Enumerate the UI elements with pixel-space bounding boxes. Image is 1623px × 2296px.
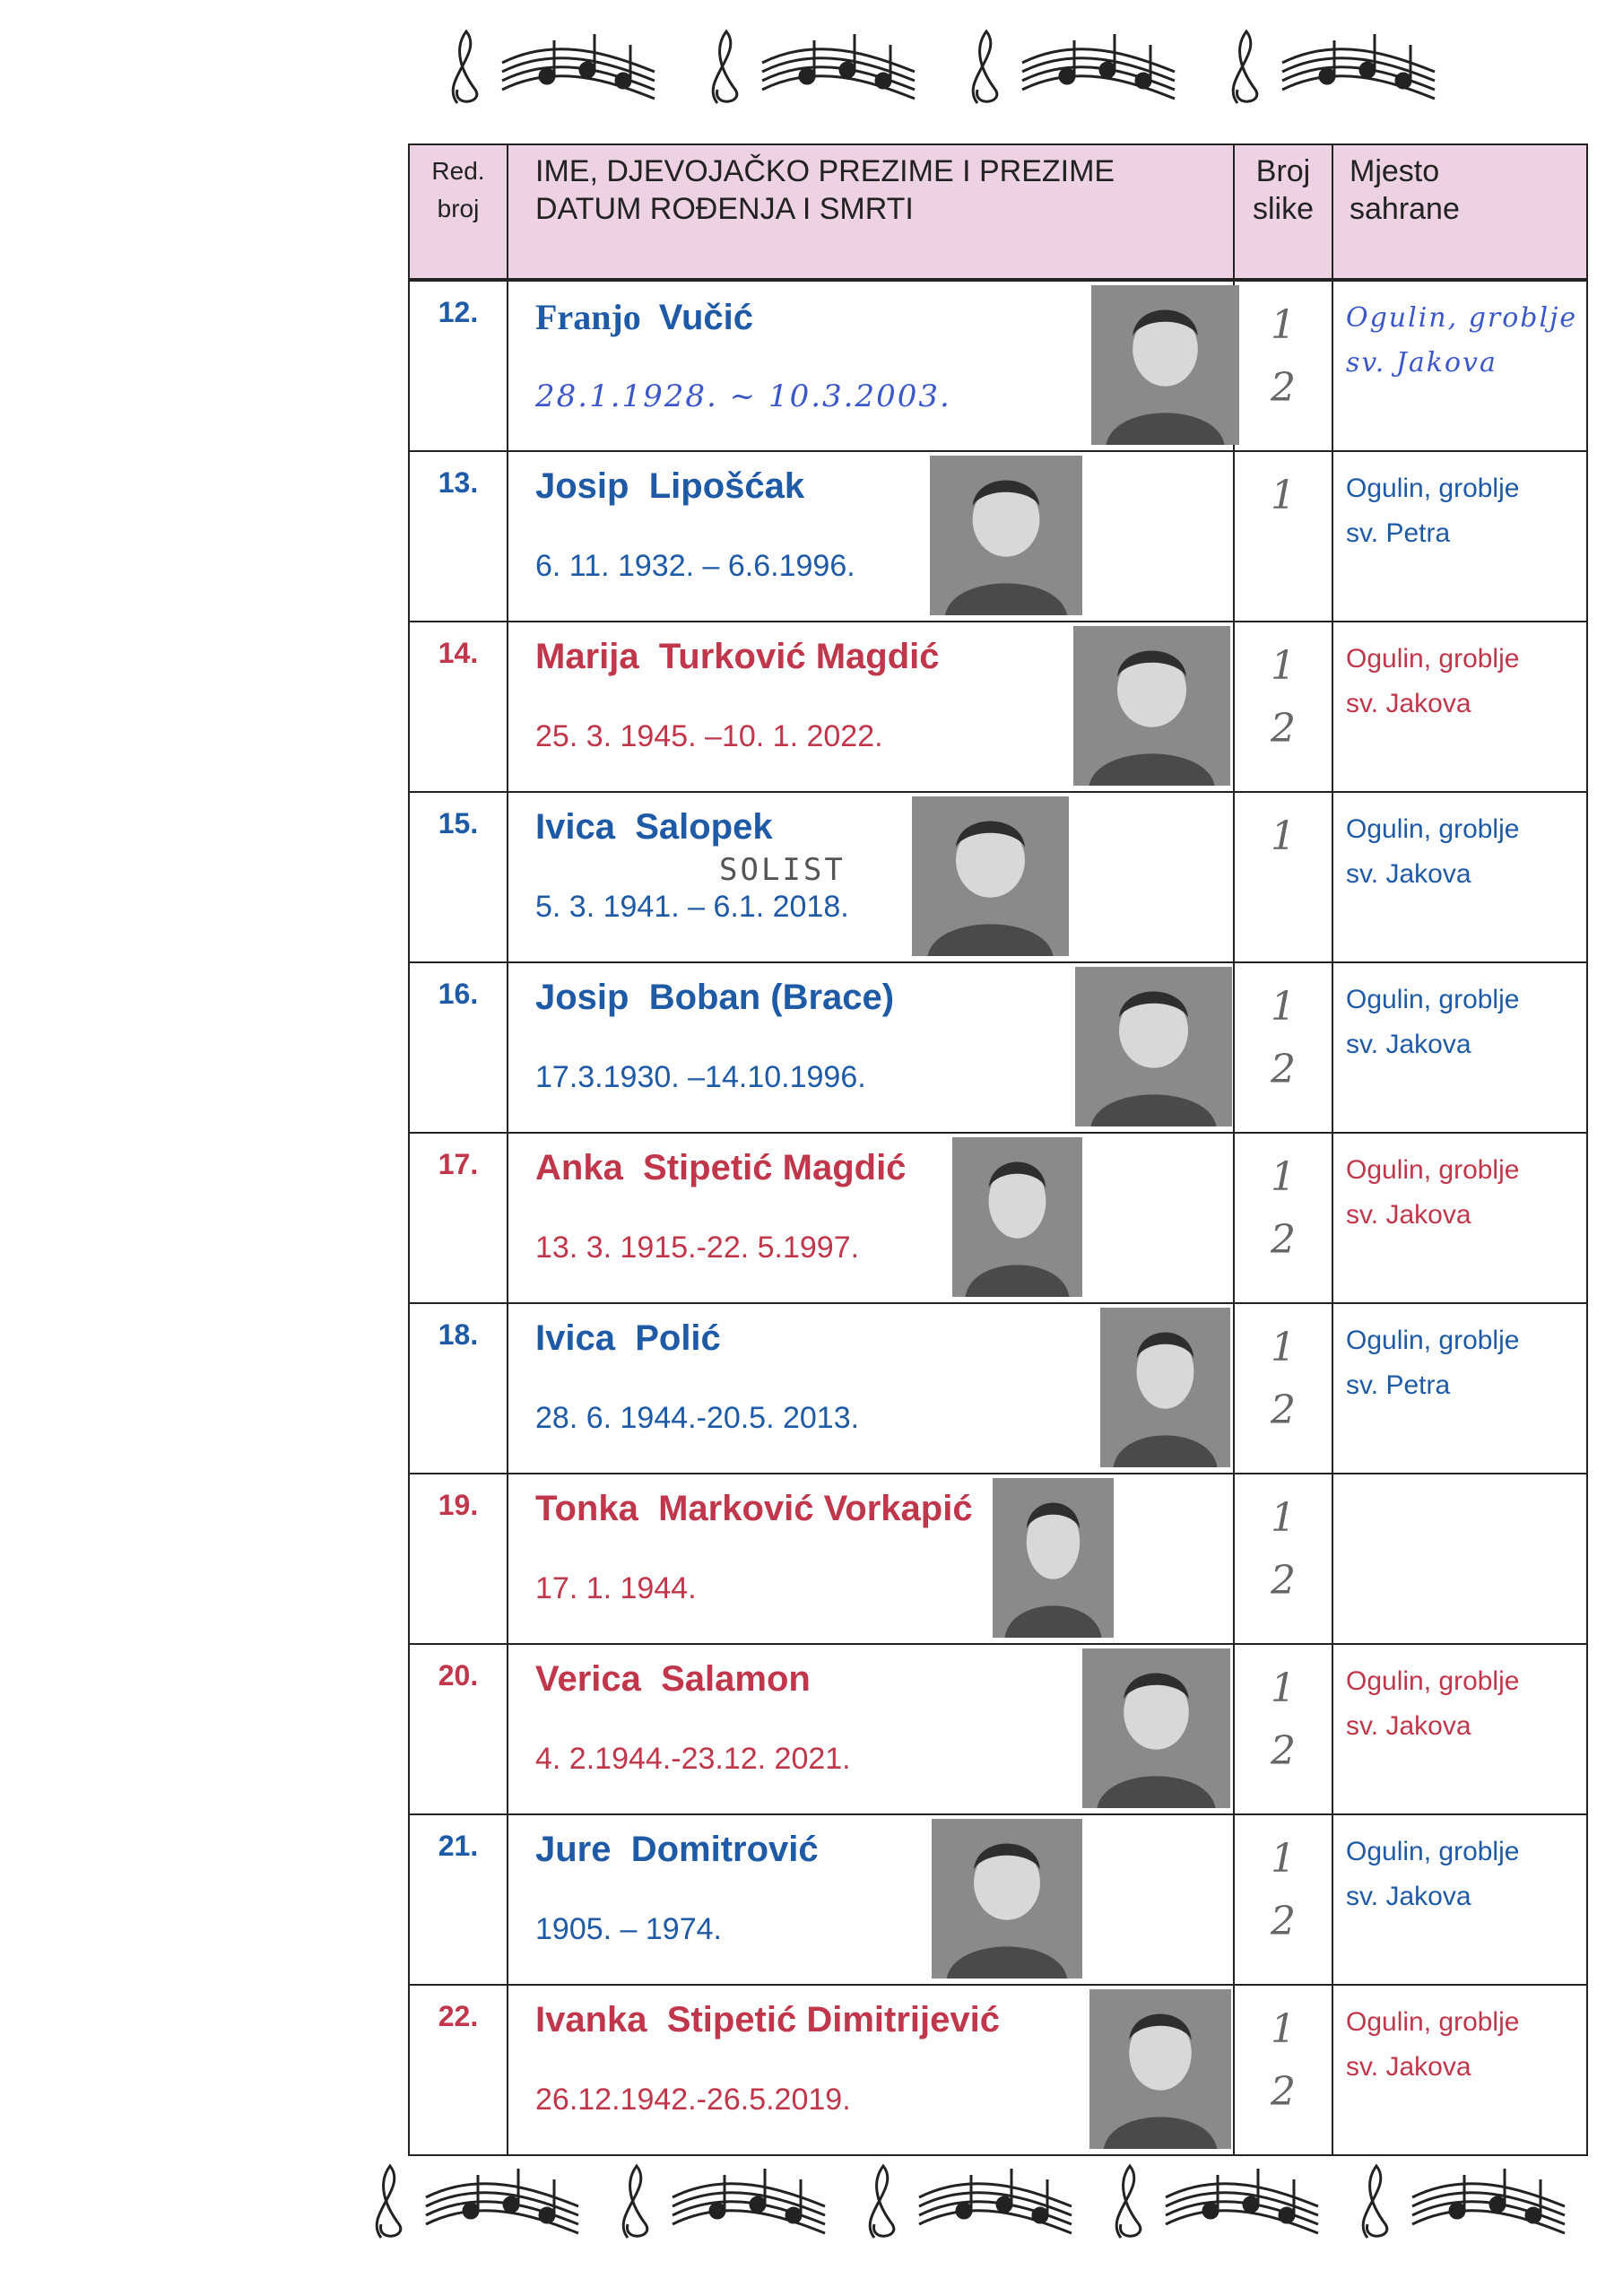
life-dates: 1905. – 1974. [535,1912,722,1946]
pic-count-1: 1 [1271,1325,1296,1370]
place-line2: sv. Jakova [1346,1882,1471,1911]
name-cell [508,1474,1235,1643]
row-number: 19. [410,1474,508,1643]
person-name [535,1148,906,1188]
pic-count-2: 2 [1271,2069,1296,2115]
place-line1: Ogulin, groblje [1346,985,1520,1014]
pic-count-cell [1235,1986,1333,2154]
pic-count-2: 2 [1271,1899,1296,1944]
row-number: 22. [410,1986,508,2154]
portrait-photo [930,456,1082,615]
pic-count-1: 1 [1271,302,1296,348]
surname: Domitrović [630,1830,819,1869]
table-row [410,1304,1586,1474]
name-cell [508,1304,1235,1473]
first-name: Verica [535,1659,641,1699]
row-number: 13. [410,452,508,621]
surname: Polić [635,1318,721,1358]
place-line1: Ogulin, groblje [1346,1326,1520,1355]
portrait-photo [1073,626,1230,786]
table-row [410,452,1586,622]
name-cell [508,1815,1235,1984]
place-line1: Ogulin, groblje [1346,1666,1520,1696]
solist-note: SOLIST [719,852,846,888]
first-name: Jure [535,1830,612,1869]
memorial-table [408,144,1588,2156]
burial-place [1333,963,1586,1132]
person-name [535,1318,721,1359]
surname: Stipetić Dimitrijević [666,2000,1000,2039]
person-name [535,2000,1000,2040]
surname: Salopek [635,807,773,847]
table-row [410,1645,1586,1815]
place-line2: sv. Petra [1346,1370,1451,1400]
surname: Salamon [661,1659,811,1699]
pic-count-1: 1 [1271,473,1296,518]
person-name [535,1830,819,1870]
pic-count-2: 2 [1271,365,1296,411]
surname: Turković Magdić [658,637,940,676]
person-name [535,1489,973,1529]
burial-place [1333,793,1586,961]
table-row [410,963,1586,1134]
person-name [535,1659,811,1700]
table-row [410,282,1586,452]
pic-count-2: 2 [1271,1217,1296,1263]
row-number: 20. [410,1645,508,1813]
pic-count-cell [1235,963,1333,1132]
burial-place [1333,622,1586,791]
pic-count-2: 2 [1271,706,1296,752]
place-line2: sv. Jakova [1346,1030,1471,1059]
life-dates: 4. 2.1944.-23.12. 2021. [535,1742,851,1776]
name-cell [508,1134,1235,1302]
life-dates: 25. 3. 1945. –10. 1. 2022. [535,719,883,753]
life-dates: 17. 1. 1944. [535,1571,697,1605]
place-line1: Ogulin, groblje [1346,814,1520,844]
pic-count-1: 1 [1271,2006,1296,2052]
person-name [535,466,804,507]
portrait-photo [912,796,1069,956]
portrait-photo [952,1137,1082,1297]
table-row [410,1134,1586,1304]
pic-count-cell [1235,1645,1333,1813]
place-line1: Ogulin, groblje [1346,1155,1520,1185]
person-name [535,807,773,848]
person-name [535,296,753,338]
music-notes-border-bottom [354,2152,1583,2260]
life-dates: 28. 6. 1944.-20.5. 2013. [535,1401,860,1435]
portrait-photo [1075,967,1232,1126]
pic-count-cell [1235,282,1333,450]
place-line2: sv. Jakova [1346,347,1497,378]
place-line1: Ogulin, groblje [1346,2007,1520,2037]
surname: Boban (Brace) [648,978,895,1017]
burial-place [1333,1474,1586,1643]
pic-count-2: 2 [1271,1558,1296,1604]
pic-count-cell [1235,1134,1333,1302]
pic-count-1: 1 [1271,643,1296,689]
burial-place [1333,1645,1586,1813]
portrait-photo [1100,1308,1230,1467]
pic-count-2: 2 [1271,1387,1296,1433]
portrait-photo [993,1478,1114,1638]
pic-count-1: 1 [1271,813,1296,859]
pic-count-cell [1235,1815,1333,1984]
place-line1: Ogulin, groblje [1346,1837,1520,1866]
surname: Vučić [658,298,753,337]
place-line2: sv. Petra [1346,518,1451,548]
pic-count-1: 1 [1271,1665,1296,1711]
table-row [410,793,1586,963]
table-row [410,622,1586,793]
name-cell [508,1645,1235,1813]
first-name: Josip [535,978,629,1017]
place-line2: sv. Jakova [1346,689,1471,718]
table-row [410,1815,1586,1986]
place-line1: Ogulin, groblje [1346,644,1520,674]
person-name [535,637,940,677]
first-name: Marija [535,637,639,676]
first-name: Ivanka [535,2000,647,2039]
burial-place [1333,452,1586,621]
life-dates: 6. 11. 1932. – 6.6.1996. [535,549,855,583]
name-cell [508,282,1235,450]
portrait-photo [932,1819,1082,1979]
surname: Marković Vorkapić [658,1489,973,1528]
pic-count-1: 1 [1271,1836,1296,1882]
name-cell [508,793,1235,961]
burial-place [1333,1815,1586,1984]
pic-count-1: 1 [1271,1495,1296,1541]
header-place: Mjesto sahrane [1350,154,1460,226]
music-notes-border-top [430,18,1506,126]
table-row [410,1986,1586,2154]
burial-place [1333,282,1586,450]
portrait-photo [1089,1989,1231,2149]
life-dates: 28.1.1928. ~ 10.3.2003. [535,378,951,414]
row-number: 16. [410,963,508,1132]
first-name: Anka [535,1148,623,1187]
first-name: Josip [535,466,629,506]
row-number: 21. [410,1815,508,1984]
pic-count-cell [1235,1304,1333,1473]
header-num: Red. broj [410,145,508,278]
row-number: 17. [410,1134,508,1302]
header-pics: Broj slike [1235,145,1333,278]
place-line1: Ogulin, groblje [1346,474,1520,503]
row-number: 12. [410,282,508,450]
place-line2: sv. Jakova [1346,2052,1471,2082]
burial-place [1333,1304,1586,1473]
table-header [410,145,1586,282]
name-cell [508,963,1235,1132]
place-line2: sv. Jakova [1346,1200,1471,1230]
pic-count-2: 2 [1271,1047,1296,1092]
pic-count-1: 1 [1271,984,1296,1030]
surname: Stipetić Magdić [643,1148,907,1187]
surname: Lipošćak [648,466,805,506]
row-number: 14. [410,622,508,791]
pic-count-cell [1235,622,1333,791]
life-dates: 26.12.1942.-26.5.2019. [535,2083,851,2117]
row-number: 18. [410,1304,508,1473]
name-cell [508,622,1235,791]
place-line2: sv. Jakova [1346,1711,1471,1741]
pic-count-cell [1235,793,1333,961]
pic-count-2: 2 [1271,1728,1296,1774]
table-row [410,1474,1586,1645]
burial-place [1333,1986,1586,2154]
burial-place [1333,1134,1586,1302]
place-line2: sv. Jakova [1346,859,1471,889]
portrait-photo [1082,1648,1230,1808]
portrait-photo [1091,285,1239,445]
life-dates: 13. 3. 1915.-22. 5.1997. [535,1231,860,1265]
pic-count-cell [1235,1474,1333,1643]
name-cell [508,1986,1235,2154]
person-name [535,978,894,1018]
first-name: Ivica [535,807,615,847]
first-name: Franjo [535,297,641,337]
pic-count-cell [1235,452,1333,621]
life-dates: 5. 3. 1941. – 6.1. 2018. [535,890,849,924]
pic-count-1: 1 [1271,1154,1296,1200]
header-name: IME, DJEVOJAČKO PREZIME I PREZIME DATUM ROĐENJA I SMRTI [508,145,1235,278]
row-number: 15. [410,793,508,961]
first-name: Tonka [535,1489,638,1528]
name-cell [508,452,1235,621]
first-name: Ivica [535,1318,615,1358]
place-line1: Ogulin, groblje [1346,302,1578,334]
life-dates: 17.3.1930. –14.10.1996. [535,1060,866,1094]
